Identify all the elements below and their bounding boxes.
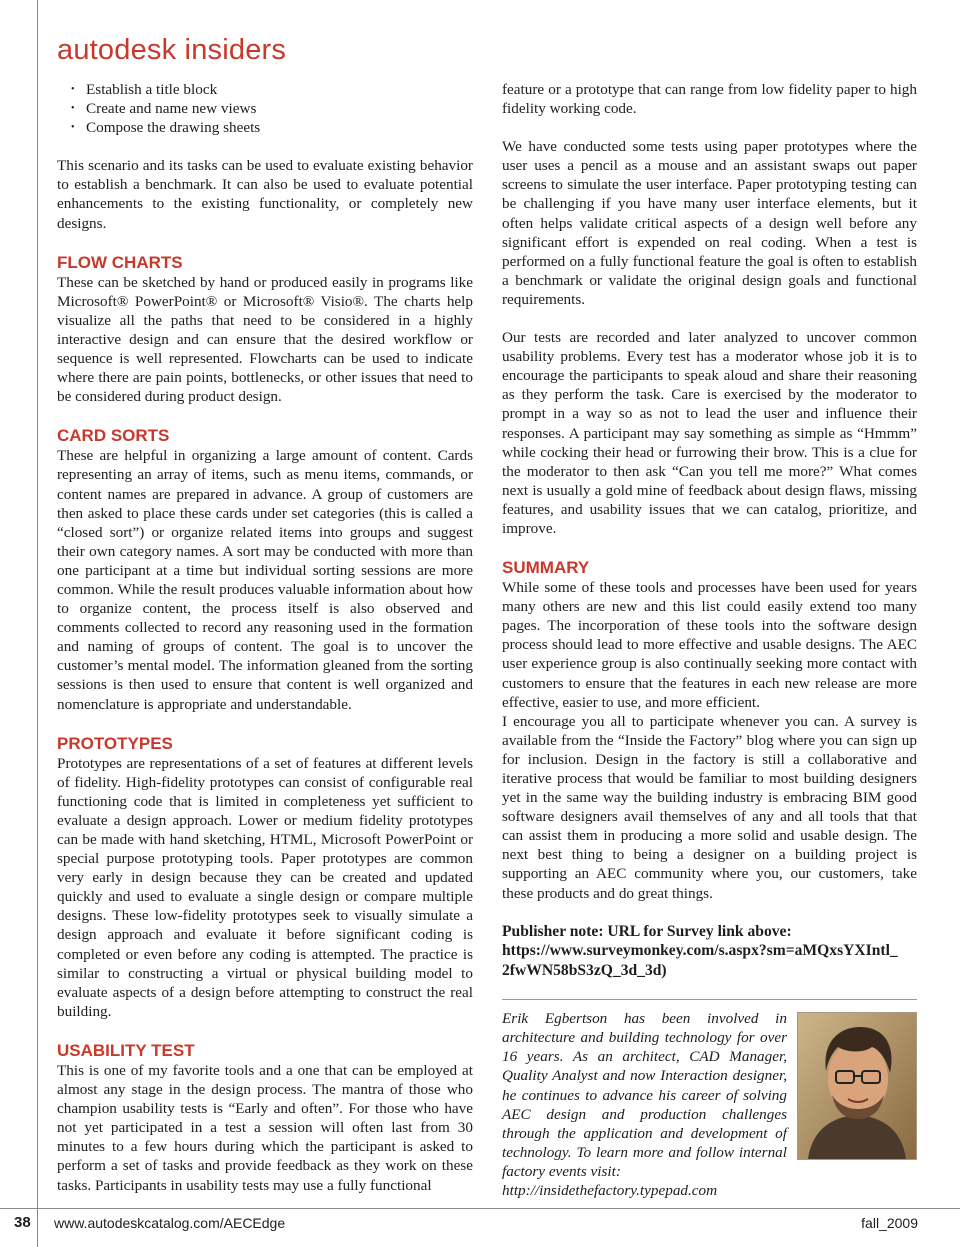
bio-text: Erik Egbertson has been involved in architecture and building technology for over 16 years. As an architect, CAD Manager, Quality Analyst and now Interaction designer, he continues to advance his career of solving AEC design and production challenges through the application and development of technology. To learn more and follow internal factory events visit:	[502, 1010, 787, 1180]
bio-divider	[502, 999, 917, 1000]
publisher-note-label: Publisher note: URL for Survey link above:	[502, 922, 792, 940]
page-number: 38	[14, 1214, 31, 1231]
vertical-margin-rule	[37, 0, 38, 1247]
flow-charts-paragraph: These can be sketched by hand or produced easily in programs like Microsoft® PowerPoint® or Microsoft® Visio®. The charts help visualize all the paths that need to be considered in a highly interactive design and can ensure that the desired workflow or sequence is well represented. Flowcharts can be used to indicate where there are pain points, bottlenecks, or other issues that need to be considered during product design.	[57, 273, 473, 406]
left-column	[57, 80, 473, 1195]
section-heading-usability-test: USABILITY TEST	[57, 1040, 195, 1060]
masthead: autodesk insiders	[57, 34, 287, 66]
encourage-paragraph: I encourage you all to participate whenever you can. A survey is available from the “Inside the Factory” blog where you can sign up for inclusion. Design in the factory is still a collaborative and iterative process that would be familiar to most building designers yet in the same way the building industry is embracing BIM good software designers avail themselves of any and all tools that that can assist them in producing a more solid and usable design. The next best thing to being a designer on a building project is supporting an AEC community where you, our customers, take these products and do great things.	[502, 712, 917, 902]
paper-prototype-paragraph: We have conducted some tests using paper prototypes where the user uses a pencil as a mouse and an assistant swaps out paper screens to simulate the user interface. Paper prototyping testing can be challenging if you have many user interface elements, but it often helps validate critical aspects of a design well before any significant effort is expended on real coding. When a test is performed on a fully functional feature the goal is often to establish a benchmark or validate the original design goals and functional requirements.	[502, 138, 917, 308]
survey-link-line-1[interactable]: https://www.surveymonkey.com/s.aspx?sm=aMQxsYXIntl_	[502, 942, 898, 960]
section-heading-flow-charts: FLOW CHARTS	[57, 252, 183, 272]
footer-issue: fall_2009	[861, 1215, 918, 1231]
right-column	[502, 80, 917, 1219]
continued-paragraph: feature or a prototype that can range from low fidelity paper to high fidelity working code.	[502, 81, 917, 118]
section-heading-prototypes: PROTOTYPES	[57, 733, 173, 753]
footer-website[interactable]: www.autodeskcatalog.com/AECEdge	[54, 1215, 286, 1231]
card-sorts-paragraph: These are helpful in organizing a large amount of content. Cards representing an array of items, such as menu items, commands, or content names are prepared in advance. A group of customers are then asked to place these cards under set categories (this is called a “closed sort”) or organize related items into groups and suggest their own category names. A sort may be conducted with more than one participant at a time but individual sorting sessions are more common. While the result produces valuable information about how to organize content, the process itself is also observed and comments collected to record any reasoning used in the formation and naming of groups of content. The goal is to uncover the customer’s mental model. The information gleaned from the sorting sessions is then used to ensure that content is well organized and nomenclature is appropriate and understandable.	[57, 447, 473, 713]
publisher-note	[502, 922, 917, 981]
intro-paragraph: This scenario and its tasks can be used to evaluate existing behavior to establish a benchmark. It can also be used to evaluate potential enhancements to the existing functionality, or completely new designs.	[57, 157, 473, 232]
list-item: • Create and name new views	[57, 99, 473, 118]
author-photo	[797, 1012, 917, 1160]
section-heading-summary: SUMMARY	[502, 558, 590, 578]
usability-test-paragraph: This is one of my favorite tools and a one that can be employed at almost any stage in the design process. The mantra of those who champion usability tests is “Early and often”. For those who have not yet participated in a test a session will often last from 30 minutes to a few hours during which the participant is asked to perform a set of tasks and provide feedback as they work on these tasks. Participants in usability tests may use a fully functional	[57, 1061, 473, 1194]
prototypes-paragraph: Prototypes are representations of a set of features at different levels of fidelity. High-fidelity prototypes can consist of configurable real functioning code that is limited in completeness yet sufficient to evaluate a design approach. Lower or medium fidelity prototypes can be made with hand sketching, HTML, Microsoft PowerPoint or special purpose prototyping tools. Paper prototypes are common very early in design because they can be created and updated quickly and used to evaluate a single design or compare multiple designs. These low-fidelity prototypes seek to visually simulate a design approach and evaluate it before significant coding is completed or even before any coding is attempted. The practice is similar to constructing a virtual or physical building model to evaluate aspects of a design before attempting to construct the real building.	[57, 754, 473, 1020]
recorded-tests-paragraph: Our tests are recorded and later analyzed to uncover common usability problems. Every test has a moderator whose job it is to encourage the participants to speak aloud and share their reasoning as they perform the task. Care is exercised by the moderator to prompt in a way so as not to lead the user and influence their responses. A participant may say something as simple as “Hmmm” while cocking their head or furrowing their brow. This is a clue for the moderator to then ask “Can you tell me more?” What comes next is usually a gold mine of feedback about design flaws, missing features, and usability issues that we can catalog, prioritize, and improve.	[502, 329, 917, 537]
author-portrait-image	[798, 1013, 916, 1159]
section-heading-card-sorts: CARD SORTS	[57, 426, 170, 446]
list-item: • Compose the drawing sheets	[57, 118, 473, 137]
survey-link-line-2[interactable]: 2fwWN58bS3zQ_3d_3d)	[502, 961, 667, 979]
bio-paragraph	[502, 1009, 787, 1200]
bio-link[interactable]: http://insidethefactory.typepad.com	[502, 1182, 718, 1199]
task-list	[57, 80, 473, 137]
summary-paragraph: While some of these tools and processes have been used for years many others are new and this list could easily extend too many pages. The incorporation of these tools into the software design process should lead to more effective and usable designs. The AEC user experience group is also continually seeking more contact with customers to ensure that the features in each new release are more effective, easier to use, and more efficient.	[502, 579, 917, 711]
list-item: • Establish a title block	[57, 80, 473, 99]
author-bio	[502, 1009, 917, 1200]
